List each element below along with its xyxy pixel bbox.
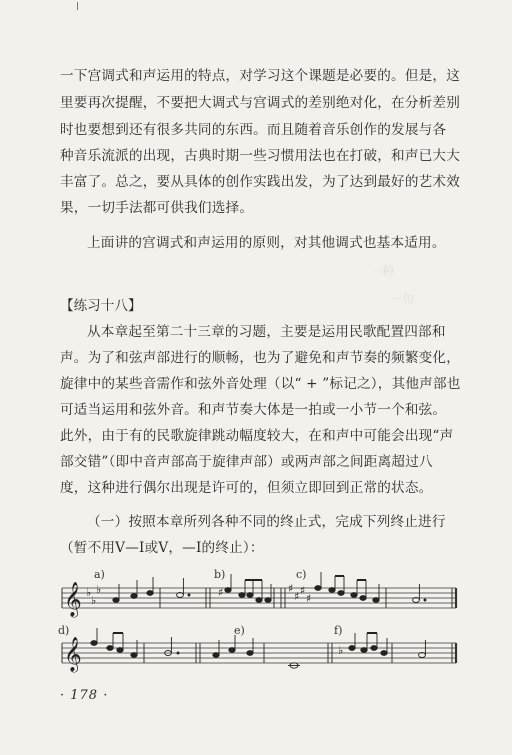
music-examples (56, 566, 476, 716)
page-number: · 178 · (60, 688, 109, 703)
svg-text:♭: ♭ (86, 586, 92, 599)
exercise-heading: 【练习十八】 (60, 298, 142, 314)
svg-text:♯: ♯ (306, 592, 312, 605)
svg-text:♭: ♭ (96, 583, 102, 596)
text-line: 一下宫调式和声运用的特点，对学习这个课题是必要的。但是，这 (60, 68, 461, 84)
svg-text:♯: ♯ (288, 582, 294, 595)
text-line: 丰富了。总之，要从具体的创作实践出发，为了达到最好的艺术效 (60, 174, 461, 190)
text-line: 里要再次提醒，不要把大调式与宫调式的差别绝对化，在分析差别 (60, 95, 461, 111)
text-line: （暂不用Ⅴ—Ⅰ或Ⅴ，—Ⅰ的终止）： (60, 540, 264, 556)
example-label: b) (214, 568, 226, 581)
flat-icon: ♭ (338, 644, 344, 657)
text-line: 部交错”（即中音声部高于旋律声部）或两声部之间距离超过八 (60, 454, 433, 470)
text-line: 时也要想到还有很多共同的东西。而且随着音乐创作的发展与各 (60, 122, 447, 138)
example-label: f) (334, 624, 343, 637)
svg-text:♯: ♯ (294, 590, 300, 603)
treble-clef-icon: 𝄞 (64, 582, 82, 617)
text-line: 此外，由于有的民歌旋律跳动幅度较大，在和声中可能会出现“声 (60, 428, 454, 444)
example-label: e) (234, 624, 245, 637)
text-line: 旋律中的某些音需作和弦外音处理（以“ + ”标记之），其他声部也 (60, 376, 461, 392)
example-label: a) (94, 568, 105, 581)
text-line: 果，一切手法都可供我们选择。 (60, 200, 254, 216)
bleed-through: 一句 (390, 292, 415, 306)
text-line: 可适当运用和弦外音。和声节奏大体是一拍或一小节一个和弦。 (60, 402, 447, 418)
text-line: （一）按照本章所列各种不同的终止式，完成下列终止进行 (87, 514, 446, 530)
sharp-icon: ♯ (218, 586, 224, 599)
treble-clef-icon: 𝄞 (64, 637, 82, 672)
text-line: 声。为了和弦声部进行的顺畅，也为了避免和声节奏的频繁变化， (60, 350, 461, 366)
key-signature-sharps (288, 582, 311, 605)
text-line: 从本章起至第二十三章的习题，主要是运用民歌配置四部和 (87, 324, 446, 340)
example-label: c) (296, 568, 307, 581)
svg-text:♭: ♭ (91, 594, 97, 607)
example-label: d) (58, 624, 70, 637)
svg-text:♯: ♯ (300, 584, 306, 597)
text-line: 种音乐流派的出现，古典时期一些习惯用法也在打破，和声已大大 (60, 148, 461, 164)
bleed-through: 一种 (370, 264, 395, 278)
paragraph-2: 上面讲的宫调式和声运用的原则，对其他调式也基本适用。 (87, 235, 446, 251)
key-signature-flats (86, 583, 101, 607)
text-line: 度，这种进行偶尔出现是许可的，但须立即回到正常的状态。 (60, 480, 433, 496)
top-mark (77, 2, 78, 10)
